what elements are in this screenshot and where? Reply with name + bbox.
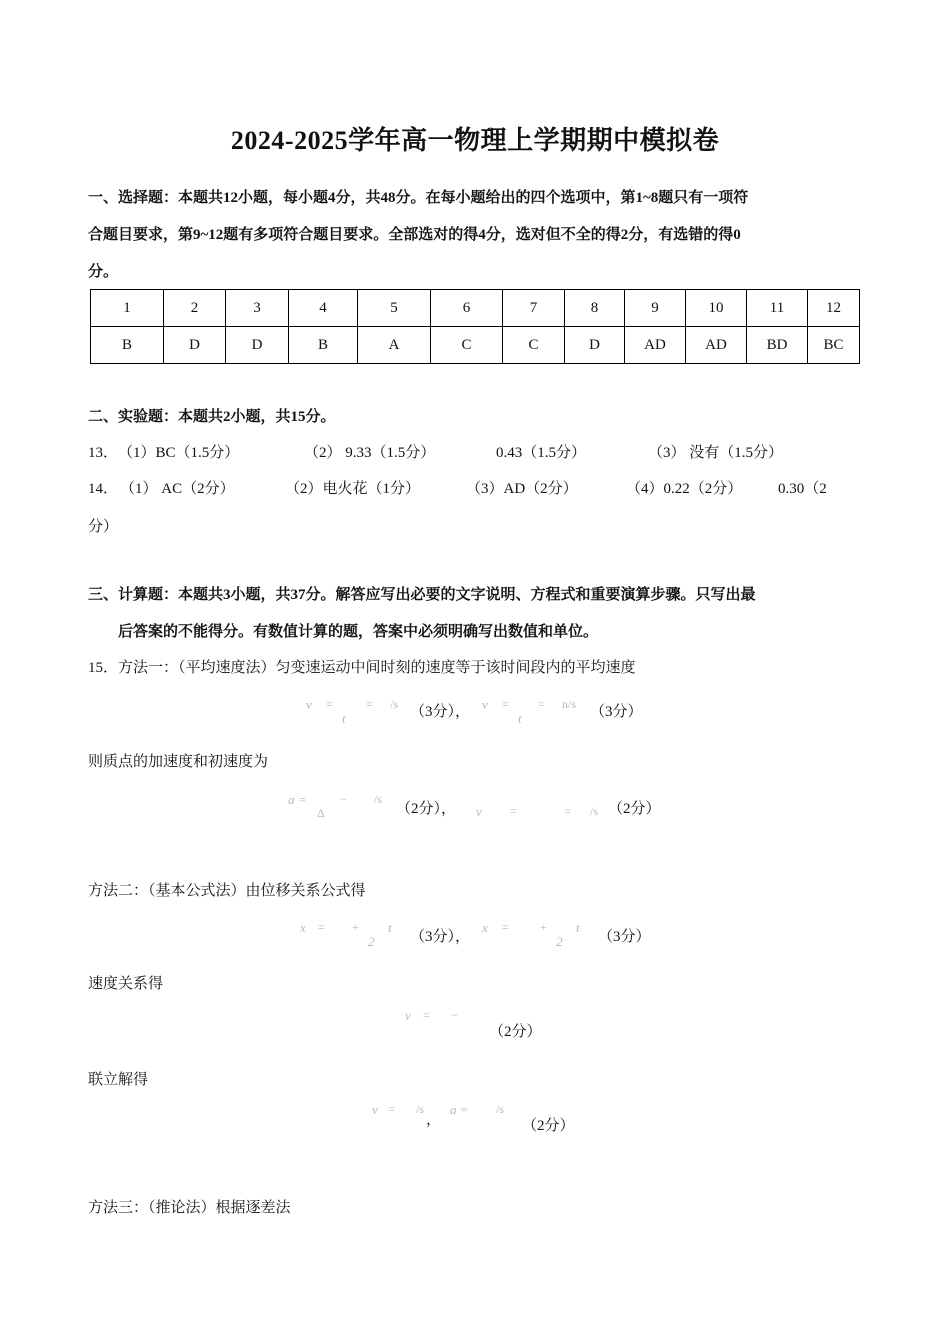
table-cell: C [431,327,503,364]
q14-label: 14． [88,481,119,497]
q14-part4: （4）0.22（2分） [626,481,743,497]
q13-part4: （3） 没有（1.5分） [648,445,784,461]
eq5-v: v [372,1102,378,1117]
eq2-points2: （2分） [608,801,661,817]
table-cell: AD [686,327,747,364]
eq4-minus: − [451,1008,458,1022]
eq3-two2: 2 [556,934,563,949]
q14-part5: 0.30（2 [778,481,827,497]
eq1-t: t [342,711,346,726]
method2-intro: 方法二：（基本公式法）由位移关系公式得 [88,883,366,899]
table-cell: 5 [358,290,431,327]
section3-line1: 三、计算题：本题共3小题，共37分。解答应写出必要的文字说明、方程式和重要演算步骤。只写出最 [88,587,756,603]
table-cell: 7 [503,290,565,327]
eq1b-equals: = [502,697,509,711]
velocity-relation: 速度关系得 [88,976,164,992]
table-cell: 6 [431,290,503,327]
section1-line3: 分。 [88,264,119,280]
eq5-a: a = [450,1102,469,1117]
table-cell: 12 [808,290,860,327]
q13-part1: （1）BC（1.5分） [118,445,240,461]
q13-part3: 0.43（1.5分） [496,445,587,461]
table-cell: BD [747,327,808,364]
eq1-points: （3分）， [410,704,471,720]
q14-part6: 分） [88,519,119,535]
eq1b-points: （3分） [590,704,643,720]
answer-table-answer-row [91,327,860,364]
table-cell: 2 [164,290,226,327]
q13-label: 13． [88,445,119,461]
table-cell: C [503,327,565,364]
eq2-v: v [476,804,482,819]
method3-intro: 方法三：（推论法）根据逐差法 [88,1200,291,1216]
table-cell: 1 [91,290,164,327]
table-cell: BC [808,327,860,364]
section3-line2: 后答案的不能得分。有数值计算的题，答案中必须明确写出数值和单位。 [118,624,599,640]
eq2-points1: （2分）， [396,801,457,817]
eq3-plus1: + [352,920,359,934]
eq1b-unit: n/s [562,697,577,711]
eq1-unit: /s [390,697,399,711]
table-cell: B [91,327,164,364]
q14-part1: （1） AC（2分） [120,481,235,497]
eq4-equals: = [423,1008,430,1022]
table-cell: D [164,327,226,364]
eq5-points: （2分） [522,1118,575,1134]
eq5-unit1: /s [416,1102,425,1116]
answer-table-number-row [91,290,860,327]
eq3-equals2: = [502,920,509,934]
answer-table [90,289,860,364]
table-cell: B [289,327,358,364]
q14-part3: （3）AD（2分） [466,481,578,497]
eq1-equals-2: = [366,697,373,711]
q15-intro: 15．方法一：（平均速度法）匀变速运动中间时刻的速度等于该时间段内的平均速度 [88,660,636,676]
eq1-equals: = [326,697,333,711]
section1-line2: 合题目要求，第9~12题有多项符合题目要求。全部选对的得4分，选对但不全的得2分，有选错的得0 [88,227,741,243]
eq3-t2: t [576,920,580,935]
q14-part2: （2）电火花（1分） [285,481,421,497]
q13-part2: （2） 9.33（1.5分） [304,445,436,461]
section1-line1: 一、选择题：本题共12小题，每小题4分，共48分。在每小题给出的四个选项中，第1~8题只有一项符 [88,190,749,206]
table-cell: 4 [289,290,358,327]
eq4-v: v [405,1008,411,1023]
eq1-v: v [306,697,312,712]
eq3-t1: t [388,920,392,935]
eq2-unit2: /s [590,804,599,818]
eq2-minus: − [340,792,347,806]
eq3-plus2: + [540,920,547,934]
eq1b-t: t [518,711,522,726]
eq3-points1: （3分）， [410,929,471,945]
eq3-equals1: = [318,920,325,934]
eq3-two1: 2 [368,934,375,949]
table-cell: 8 [565,290,625,327]
eq4-points: （2分） [489,1024,542,1040]
table-cell: 11 [747,290,808,327]
eq2-a: a = [288,792,307,807]
eq2-delta: Δ [317,806,325,820]
eq1b-equals-2: = [538,697,545,711]
eq5-unit2: /s [496,1102,505,1116]
eq2-equals: = [510,804,517,818]
table-cell: 3 [226,290,289,327]
page-title: 2024-2025学年高一物理上学期期中模拟卷 [230,126,720,155]
eq5-comma: ， [426,1112,442,1128]
table-cell: AD [625,327,686,364]
eq3-x2: x [482,920,488,935]
eq3-x1: x [300,920,306,935]
eq1b-v: v [482,697,488,712]
eq2-unit1: /s [374,792,383,806]
eq2-equals-2: = [564,804,571,818]
accel-intro: 则质点的加速度和初速度为 [88,754,269,770]
eq5-equals: = [388,1102,395,1116]
table-cell: A [358,327,431,364]
table-cell: 10 [686,290,747,327]
table-cell: D [565,327,625,364]
table-cell: D [226,327,289,364]
solve-intro: 联立解得 [88,1072,149,1088]
section2-heading: 二、实验题：本题共2小题，共15分。 [88,409,336,425]
eq3-points2: （3分） [598,929,651,945]
table-cell: 9 [625,290,686,327]
